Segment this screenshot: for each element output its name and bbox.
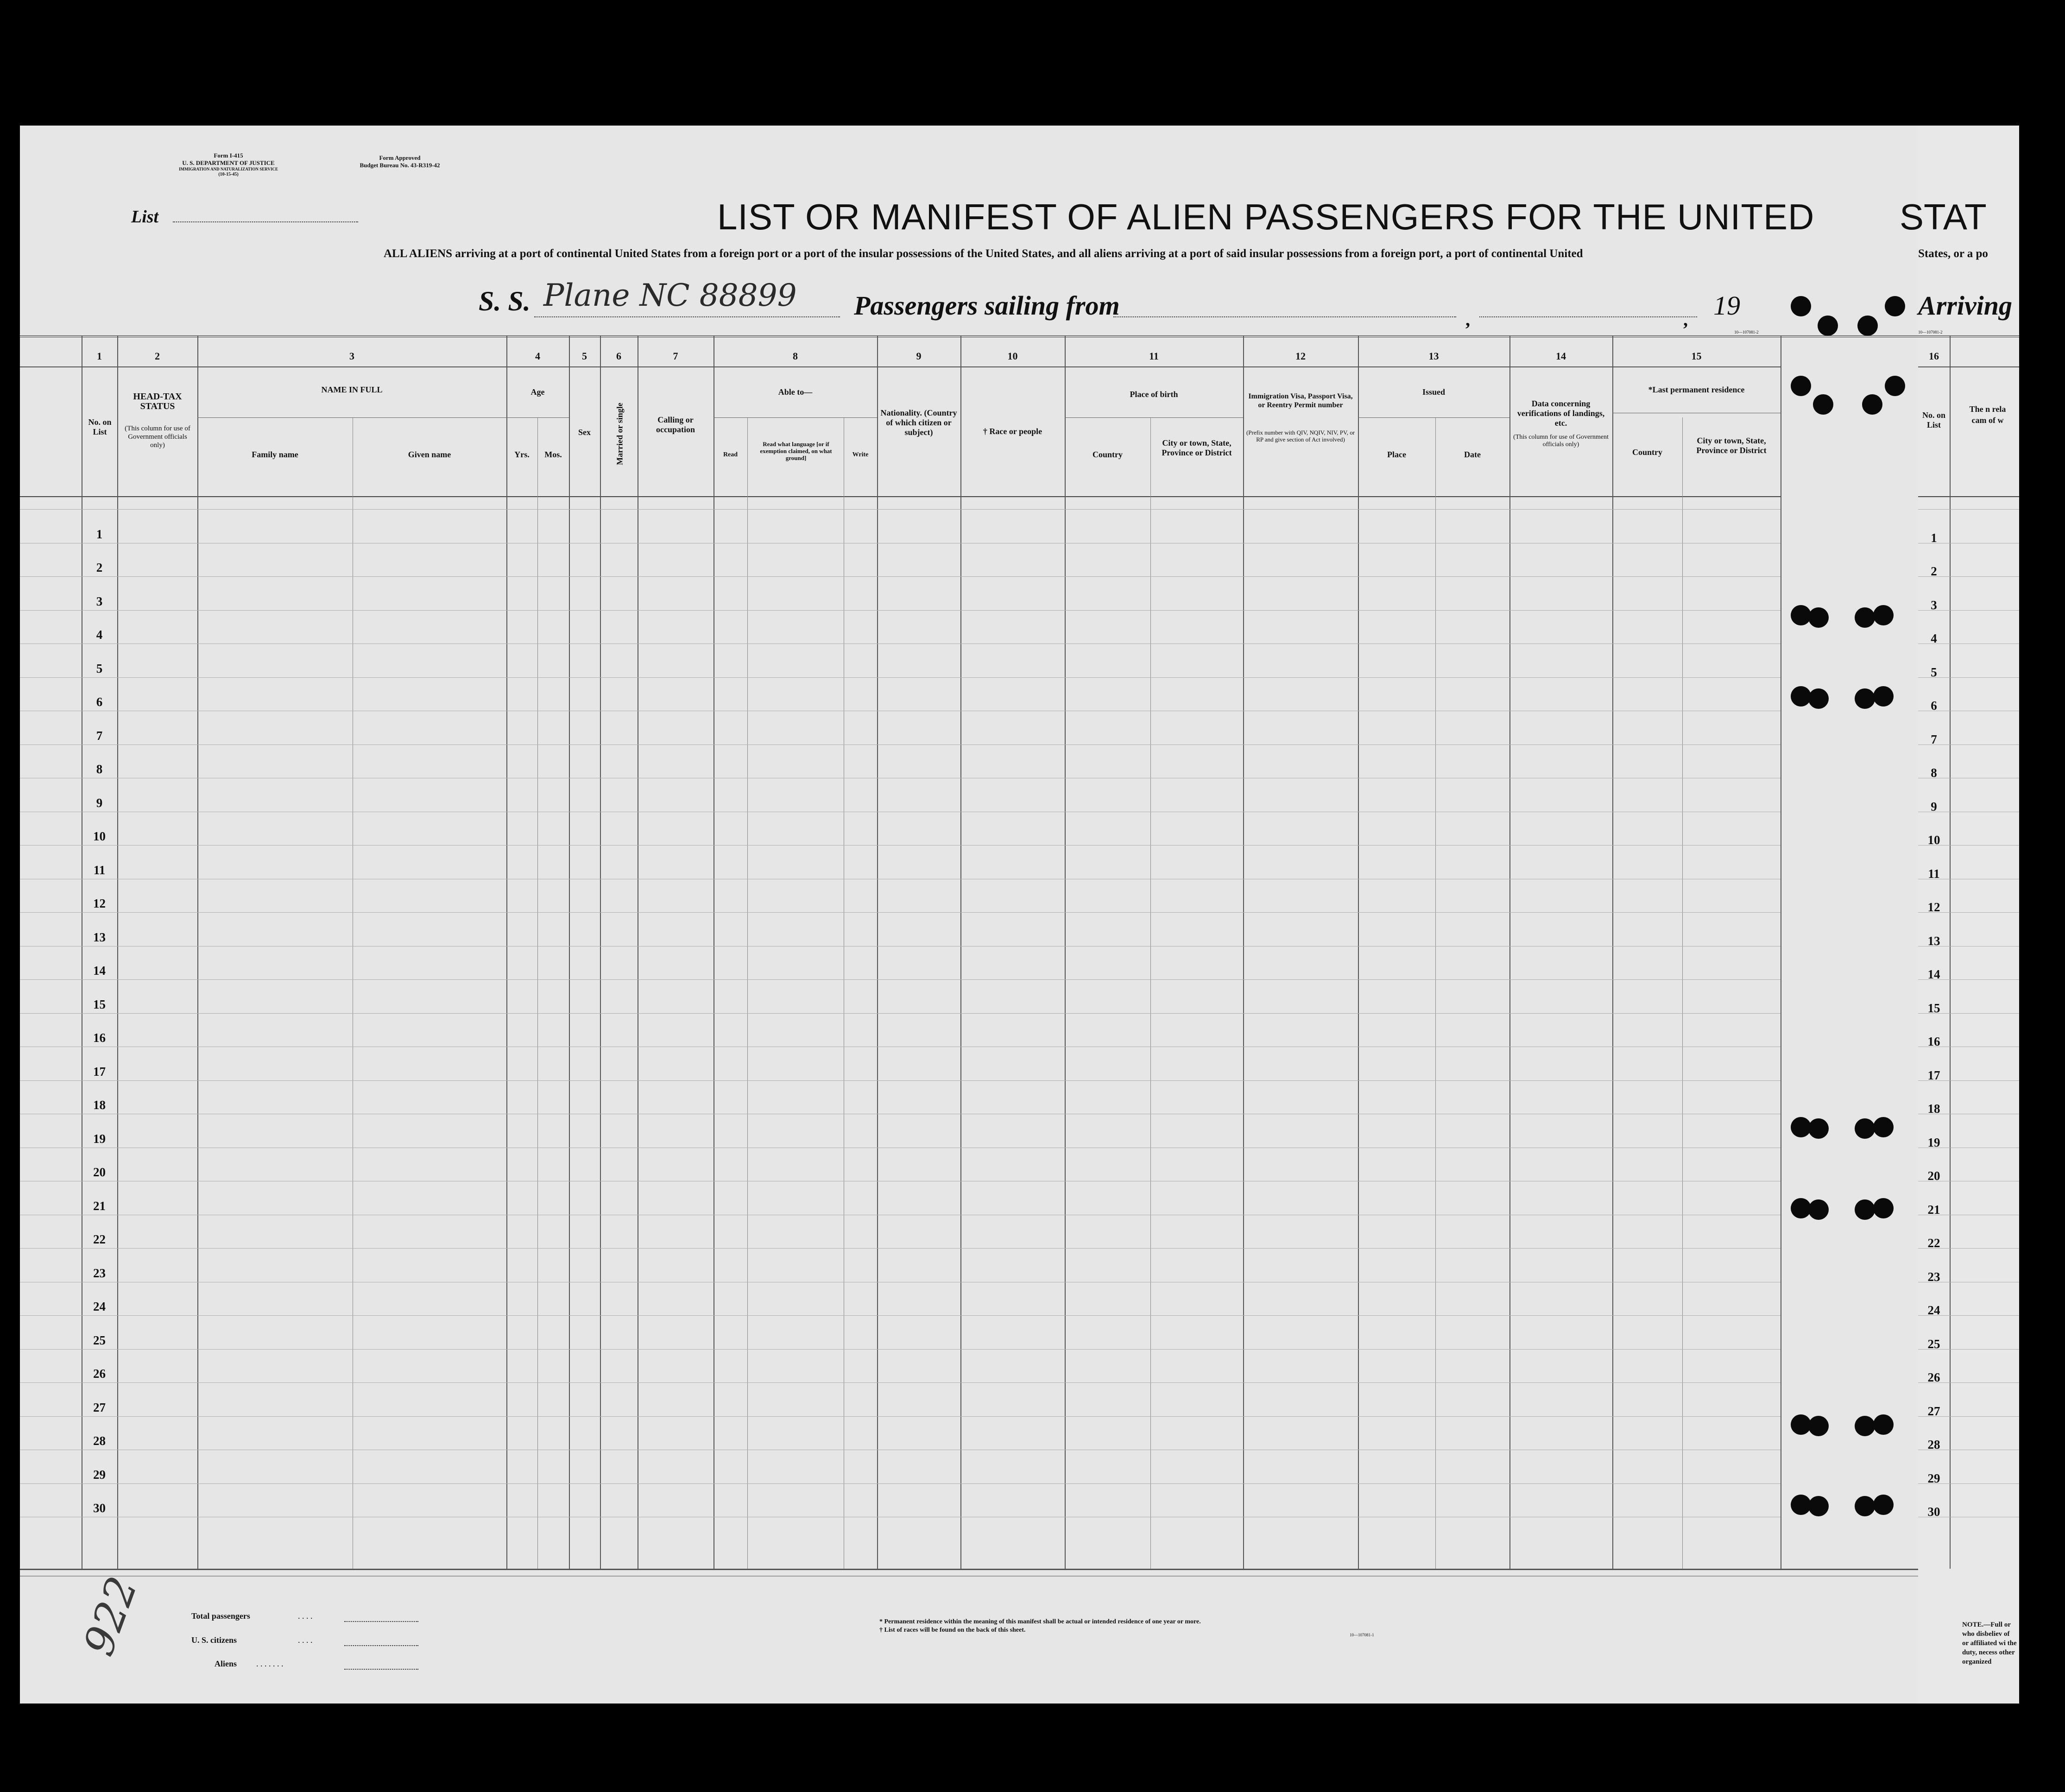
comma-2: , (1683, 309, 1688, 330)
subheader-rule (197, 417, 506, 418)
department-name: U. S. DEPARTMENT OF JUSTICE (182, 159, 275, 166)
row-line (20, 1315, 1781, 1316)
ss-line (534, 316, 840, 317)
column-number-rule (20, 366, 1781, 367)
col-num-7: 7 (673, 350, 678, 362)
col-divider (1150, 417, 1151, 1569)
punch-hole (1873, 1198, 1894, 1218)
header-issued: Issued (1422, 387, 1446, 397)
row-number: 17 (93, 1064, 106, 1079)
punch-hole (1808, 1496, 1829, 1516)
punch-hole (1791, 296, 1811, 316)
subtitle: ALL ALIENS arriving at a port of continental United States from a foreign port or a port of the insular possessions of the United States, and all aliens arriving at a port of said insular possessions from a foreign port, a port of continental United (384, 247, 1583, 260)
rule-right (1918, 496, 2019, 497)
row-number-right: 20 (1927, 1169, 1940, 1183)
col-divider (877, 335, 878, 1569)
punch-hole (1873, 605, 1894, 625)
col-num-5: 5 (582, 350, 587, 362)
row-number: 11 (93, 863, 106, 877)
punch-hole (1855, 1199, 1875, 1220)
note-right: NOTE.—Full or who disbeliev of or affiliated wi the duty, necess other organized (1962, 1621, 2017, 1666)
footer-print-code: 10—107081-1 (1350, 1633, 1374, 1637)
punch-hole (1873, 1117, 1894, 1137)
list-number-line[interactable] (173, 221, 358, 222)
col-num-8: 8 (793, 350, 798, 362)
header-age-yrs: Yrs. (514, 450, 530, 459)
dots: . . . . (298, 1611, 313, 1621)
header-visa: Immigration Visa, Passport Visa, or Reentry Permit number (1248, 392, 1353, 409)
col-num-10: 10 (1007, 350, 1018, 362)
col-num-14: 14 (1556, 350, 1566, 362)
top-rule (20, 335, 2005, 337)
top-rule-right (1918, 335, 2019, 337)
sailing-label: Passengers sailing from (854, 290, 1120, 321)
header-given-name: Given name (408, 450, 451, 459)
header-head-tax-note: (This column for use of Government officials only) (125, 425, 190, 449)
col-num-4: 4 (535, 350, 540, 362)
row-number: 18 (93, 1098, 106, 1112)
comma: , (1465, 309, 1470, 330)
arriving-label: Arriving (1918, 290, 2013, 321)
row-number: 15 (93, 997, 106, 1011)
header-visa-note: (Prefix number with QIV, NQIV, NIV, PV, or RP and give section of Act involved) (1246, 429, 1355, 443)
header-nationality: Nationality. (Country of which citizen or subject) (880, 408, 957, 437)
subheader-rule (714, 417, 877, 418)
punch-hole (1855, 607, 1875, 628)
col-divider (960, 335, 961, 1569)
row-number-right: 24 (1927, 1303, 1940, 1317)
us-citizens-field[interactable] (344, 1645, 418, 1646)
row-number-right: 22 (1927, 1236, 1940, 1250)
header-place-of-birth: Place of birth (1130, 390, 1178, 399)
aliens-label: Aliens (215, 1659, 237, 1668)
row-number-right: 28 (1927, 1438, 1940, 1451)
row-line (20, 1013, 1781, 1014)
row-number: 4 (96, 628, 103, 642)
row-number-right: 27 (1927, 1404, 1940, 1418)
col-divider (1682, 417, 1683, 1569)
row-number: 27 (93, 1400, 106, 1414)
dots: . . . . (298, 1635, 313, 1645)
row-number-right: 2 (1931, 564, 1937, 578)
row-number: 21 (93, 1199, 106, 1213)
row-number: 6 (96, 695, 103, 709)
row-line (20, 912, 1781, 913)
row-number: 26 (93, 1367, 106, 1381)
header-read: Read (723, 451, 738, 458)
header-read-language: Read what language [or if exemption claimed, on what ground] (760, 441, 832, 461)
row-number: 5 (96, 661, 103, 675)
col-divider (1509, 335, 1510, 1569)
year-label: 19 (1713, 290, 1740, 321)
manifest-sheet (20, 126, 2005, 1704)
header-age: Age (530, 387, 545, 397)
print-code: 10—107081-2 (1734, 330, 1759, 334)
col-divider (1358, 335, 1359, 1569)
row-number-right: 11 (1928, 866, 1940, 881)
row-number-right: 30 (1927, 1505, 1940, 1519)
header-relation: The n rela cam of w (1969, 404, 2006, 425)
date-line[interactable] (1479, 316, 1697, 317)
col-divider (569, 335, 570, 1569)
col-num-12: 12 (1295, 350, 1306, 362)
row-line (20, 979, 1781, 980)
print-code-right: 10—107081-2 (1918, 330, 1943, 334)
row-number-right: 16 (1927, 1035, 1940, 1048)
row-number-right: 6 (1931, 699, 1937, 713)
row-number-right: 5 (1931, 665, 1937, 679)
handwritten-page-number: 922 (74, 1570, 147, 1662)
header-age-mos: Mos. (544, 450, 562, 459)
col-num-13: 13 (1428, 350, 1439, 362)
row-number-right: 8 (1931, 766, 1937, 780)
row-line (20, 1382, 1781, 1383)
subheader-rule (1065, 417, 1243, 418)
row-line (20, 845, 1781, 846)
col-num-2: 2 (155, 350, 160, 362)
col-num-6: 6 (616, 350, 621, 362)
col-divider (1243, 335, 1244, 1569)
sailing-from-line[interactable] (1113, 316, 1456, 317)
list-label: List (131, 207, 159, 227)
punch-hole (1885, 376, 1905, 396)
punch-hole (1873, 1495, 1894, 1515)
col-divider (1435, 417, 1436, 1569)
header-residence-country: Country (1632, 448, 1662, 457)
row-number-right: 29 (1927, 1471, 1940, 1485)
row-number: 7 (96, 728, 103, 743)
row-number: 8 (96, 762, 103, 776)
service-name: IMMIGRATION AND NATURALIZATION SERVICE (179, 167, 278, 171)
row-number: 24 (93, 1300, 106, 1313)
subheader-rule (506, 417, 569, 418)
punch-hole (1818, 315, 1838, 336)
col-divider (537, 417, 538, 1569)
aliens-field[interactable] (344, 1669, 418, 1670)
row-number: 28 (93, 1434, 106, 1448)
row-line (20, 1349, 1781, 1350)
punch-hole (1808, 1199, 1829, 1220)
row-number: 10 (93, 829, 106, 843)
us-citizens-label: U. S. citizens (191, 1635, 237, 1645)
header-bottom-rule (20, 496, 1781, 497)
row-number-right: 9 (1931, 799, 1937, 814)
col-divider (197, 335, 198, 1569)
col-divider (600, 335, 601, 1569)
row-number: 29 (93, 1467, 106, 1482)
col-num-16: 16 (1929, 350, 1939, 362)
row-number: 30 (93, 1501, 106, 1515)
header-family-name: Family name (252, 450, 298, 459)
header-birth-country: Country (1092, 450, 1123, 459)
header-married-single: Married or single (615, 403, 625, 465)
punch-hole (1808, 607, 1829, 628)
header-calling: Calling or occupation (656, 415, 695, 434)
punch-hole (1808, 1416, 1829, 1436)
row-number-right: 26 (1927, 1370, 1940, 1384)
budget-number: Budget Bureau No. 43-R319-42 (360, 162, 440, 169)
continuation-sheet (1900, 126, 2019, 1704)
row-line (20, 1248, 1781, 1249)
punch-hole (1808, 688, 1829, 709)
row-line (20, 1416, 1781, 1417)
col-num-11: 11 (1149, 350, 1159, 362)
row-number-right: 10 (1927, 833, 1940, 847)
punch-hole (1885, 296, 1905, 316)
col-divider (117, 335, 118, 1569)
table-bottom-rule (20, 1569, 2005, 1570)
punch-hole (1855, 688, 1875, 709)
row-number-right: 14 (1927, 967, 1940, 981)
footnote-races: † List of races will be found on the back of this sheet. (879, 1627, 1026, 1634)
row-number-right: 18 (1927, 1102, 1940, 1116)
col-num-9: 9 (916, 350, 922, 362)
header-sex: Sex (578, 428, 591, 437)
row-number-right: 3 (1931, 598, 1937, 612)
punch-hole (1808, 1118, 1829, 1139)
row-number-right: 17 (1927, 1068, 1940, 1082)
page-title: LIST OR MANIFEST OF ALIEN PASSENGERS FOR THE UNITED (717, 196, 1815, 237)
row-number: 1 (96, 527, 103, 541)
header-issued-place: Place (1387, 450, 1406, 459)
header-head-tax: HEAD-TAX STATUS (133, 391, 182, 411)
dots: . . . . . . . (256, 1659, 284, 1668)
row-line (1918, 509, 2019, 510)
row-number: 22 (93, 1232, 106, 1246)
row-line (20, 1483, 1781, 1484)
punch-hole (1813, 394, 1833, 415)
col-num-1: 1 (97, 350, 102, 362)
punch-hole (1855, 1416, 1875, 1436)
punch-hole (1873, 1414, 1894, 1435)
row-number-right: 23 (1927, 1269, 1940, 1284)
row-number: 3 (96, 594, 103, 608)
row-number-right: 19 (1927, 1135, 1940, 1149)
ss-label: S. S. (479, 286, 530, 316)
total-passengers-label: Total passengers (191, 1611, 250, 1621)
col-divider (1065, 335, 1066, 1569)
title-continuation: STAT (1900, 196, 1987, 237)
rule-right (1918, 366, 2019, 367)
punch-hole (1855, 1496, 1875, 1516)
punch-hole (1791, 376, 1811, 396)
row-number: 12 (93, 896, 106, 910)
col-divider (747, 417, 748, 1569)
row-number-right: 12 (1927, 900, 1940, 914)
row-number-right: 21 (1927, 1202, 1940, 1217)
row-number-right: 1 (1931, 530, 1937, 545)
header-verifications-note: (This column for use of Government officials only) (1513, 434, 1609, 448)
footnote-residence: * Permanent residence within the meaning of this manifest shall be actual or intended residence of one year or more. (879, 1618, 1201, 1625)
row-line (20, 610, 1781, 611)
row-number-right: 7 (1931, 732, 1937, 746)
subtitle-continuation: States, or a po (1918, 247, 1988, 260)
row-number: 25 (93, 1333, 106, 1347)
col-num-3: 3 (349, 350, 354, 362)
punch-hole (1857, 315, 1878, 336)
row-line (20, 1080, 1781, 1081)
form-date: (10-15-45) (218, 172, 239, 177)
row-number: 9 (96, 795, 103, 810)
row-number: 14 (93, 964, 106, 978)
col-num-15: 15 (1691, 350, 1702, 362)
header-name-in-full: NAME IN FULL (321, 385, 383, 394)
header-no-on-list-right: No. on List (1922, 410, 1945, 429)
total-passengers-field[interactable] (344, 1621, 418, 1622)
row-number: 20 (93, 1165, 106, 1179)
row-number: 2 (96, 561, 103, 574)
row-number-right: 15 (1927, 1001, 1940, 1015)
col-divider (506, 335, 507, 1569)
header-issued-date: Date (1464, 450, 1481, 459)
row-number-right: 13 (1927, 934, 1940, 948)
punch-hole (1862, 394, 1882, 415)
punch-hole (1855, 1118, 1875, 1139)
form-id: Form I-415 (214, 152, 243, 159)
table-bottom-rule-2 (20, 1576, 2005, 1577)
header-no-on-list: No. on List (88, 417, 112, 436)
row-line (20, 677, 1781, 678)
col-divider-right (1950, 335, 1951, 1569)
row-line (20, 509, 1781, 510)
header-birth-city: City or town, State, Province or District (1162, 438, 1232, 457)
col-divider (1612, 335, 1613, 1569)
header-race: † Race or people (983, 427, 1042, 436)
header-last-residence: *Last permanent residence (1648, 385, 1745, 394)
row-number: 16 (93, 1031, 106, 1045)
row-line (20, 576, 1781, 577)
row-number-right: 25 (1927, 1337, 1940, 1351)
header-verifications: Data concerning verifications of landings, etc. (1517, 399, 1605, 428)
row-number: 23 (93, 1266, 106, 1280)
header-write: Write (852, 451, 869, 458)
form-approved: Form Approved (379, 154, 421, 161)
header-residence-city: City or town, State, Province or District (1696, 436, 1767, 455)
ss-value-handwritten[interactable]: Plane NC 88899 (543, 278, 797, 313)
punch-hole (1873, 686, 1894, 707)
row-number-right: 4 (1931, 631, 1937, 645)
row-number: 13 (93, 930, 106, 944)
row-number: 19 (93, 1131, 106, 1146)
header-able-to: Able to— (778, 387, 813, 397)
subheader-rule (1358, 417, 1509, 418)
